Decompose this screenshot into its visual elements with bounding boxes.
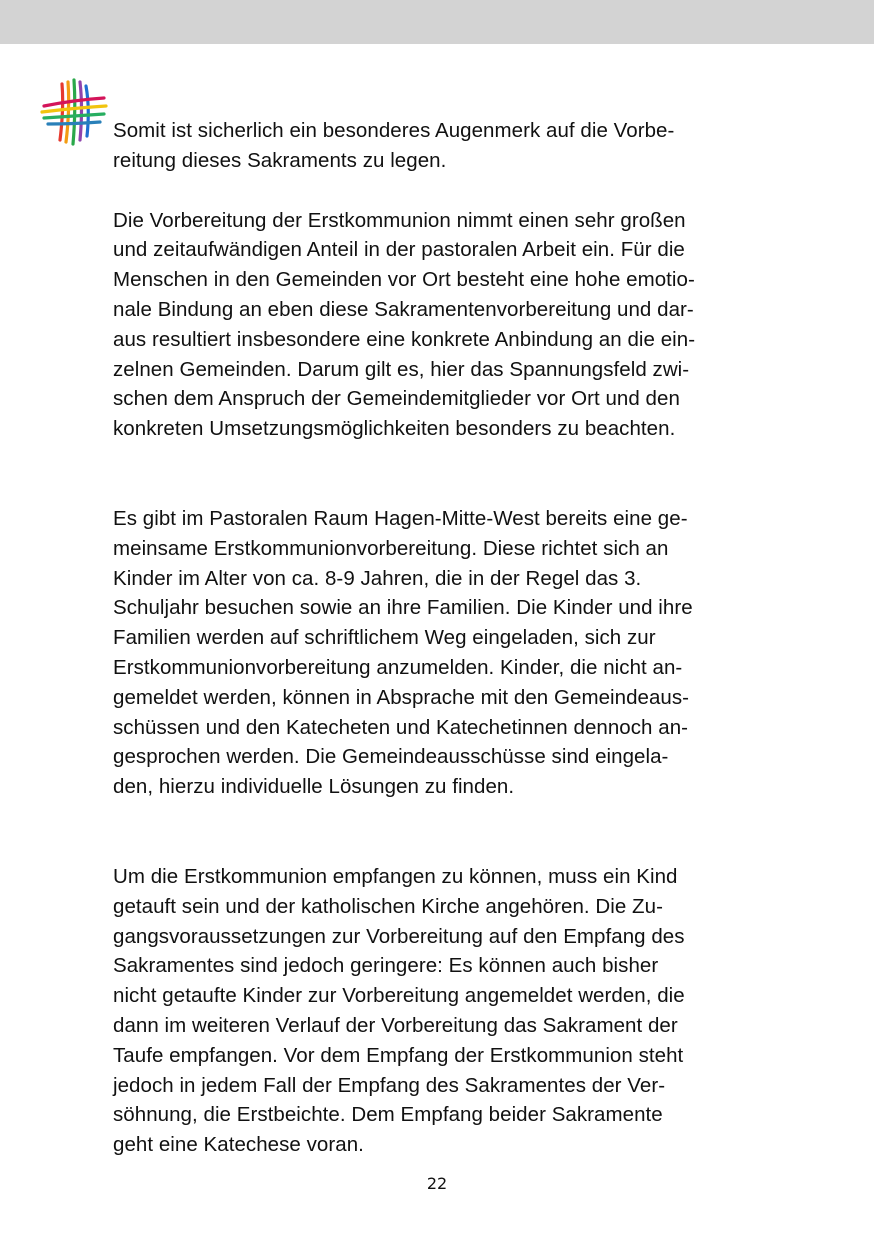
paragraph-2: [113, 206, 773, 444]
text-line: geht eine Katechese voran.: [113, 1133, 364, 1157]
text-line: Menschen in den Gemeinden vor Ort besteht eine hohe emotio-: [113, 268, 695, 292]
text-line: gesprochen werden. Die Gemeindeausschüsse sind eingela-: [113, 745, 669, 769]
text-line: Taufe empfangen. Vor dem Empfang der Erstkommunion steht: [113, 1043, 684, 1067]
text-line: schüssen und den Katecheten und Katechetinnen dennoch an-: [113, 715, 689, 739]
text-line: Kinder im Alter von ca. 8-9 Jahren, die in der Regel das 3.: [113, 566, 642, 590]
paragraph-1: [113, 116, 773, 176]
text-line: Die Vorbereitung der Erstkommunion nimmt einen sehr großen: [113, 208, 686, 232]
text-line: Es gibt im Pastoralen Raum Hagen-Mitte-West bereits eine ge-: [113, 506, 688, 530]
diocese-emblem-icon: [40, 78, 108, 146]
text-line: reitung dieses Sakraments zu legen.: [113, 148, 447, 172]
text-line: Somit ist sicherlich ein besonderes Augenmerk auf die Vorbe-: [113, 119, 675, 142]
text-line: schen dem Anspruch der Gemeindemitglieder vor Ort und den: [113, 387, 680, 411]
page-number: 22: [426, 1174, 448, 1193]
text-line: getauft sein und der katholischen Kirche angehören. Die Zu-: [113, 894, 663, 918]
text-line: den, hierzu individuelle Lösungen zu finden.: [113, 775, 515, 799]
text-line: zelnen Gemeinden. Darum gilt es, hier das Spannungsfeld zwi-: [113, 357, 690, 381]
text-line: konkreten Umsetzungsmöglichkeiten besonders zu beachten.: [113, 417, 676, 441]
text-line: Schuljahr besuchen sowie an ihre Familien. Die Kinder und ihre: [113, 596, 693, 620]
text-line: gemeldet werden, können in Absprache mit den Gemeindeaus-: [113, 685, 690, 709]
paragraph-4: [113, 862, 773, 1160]
text-line: söhnung, die Erstbeichte. Dem Empfang beider Sakramente: [113, 1103, 663, 1127]
text-line: nicht getaufte Kinder zur Vorbereitung angemeldet werden, die: [113, 984, 685, 1008]
text-line: und zeitaufwändigen Anteil in der pastoralen Arbeit ein. Für die: [113, 238, 685, 262]
document-body: [113, 116, 773, 1160]
text-line: jedoch in jedem Fall der Empfang des Sakramentes der Ver-: [113, 1073, 666, 1097]
top-bar: [0, 0, 874, 44]
text-line: dann im weiteren Verlauf der Vorbereitung das Sakrament der: [113, 1013, 678, 1037]
text-line: Um die Erstkommunion empfangen zu können, muss ein Kind: [113, 864, 678, 888]
text-line: gangsvoraussetzungen zur Vorbereitung auf den Empfang des: [113, 924, 685, 948]
text-line: nale Bindung an eben diese Sakramentenvorbereitung und dar-: [113, 297, 694, 321]
text-line: Familien werden auf schriftlichem Weg eingeladen, sich zur: [113, 626, 656, 650]
text-line: meinsame Erstkommunionvorbereitung. Diese richtet sich an: [113, 536, 669, 560]
text-line: Sakramentes sind jedoch geringere: Es können auch bisher: [113, 954, 659, 978]
text-line: Erstkommunionvorbereitung anzumelden. Kinder, die nicht an-: [113, 655, 683, 679]
text-line: aus resultiert insbesondere eine konkrete Anbindung an die ein-: [113, 327, 696, 351]
paragraph-3: [113, 504, 773, 802]
